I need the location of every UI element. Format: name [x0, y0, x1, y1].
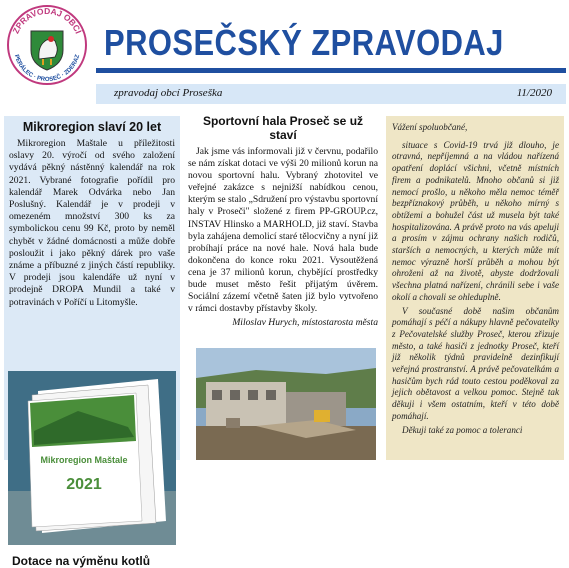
calendar-year: 2021	[66, 476, 102, 493]
article-heading-microregion: Mikroregion slaví 20 let	[22, 120, 162, 134]
article-heading-next: Dotace na výměnu kotlů	[12, 554, 151, 568]
article-signature: Miloslav Hurych, místostarosta města	[232, 317, 378, 329]
masthead-title: PROSEČSKÝ ZPRAVODAJ	[104, 22, 504, 63]
logo-text-bottom: PERÁLEC · PROSEČ · ZDERAZ	[12, 53, 82, 84]
editorial-paragraph-1: situace s Covid-19 trvá již dlouho, je otravná, nepříjemná a na vládou nařízená opatření doplácí všichni, včetně místních firem a podnikatelů. Mnoho občanů si již nemocí prošlo, u někoho měla nemoc téměř bezpříznakový průběh, u někoho mírný s obtížemi a bohužel část už musela být také hospitalizována. A právě proto na vás apeluji a prosím v zájmu ochrany našich rodičů, starších a nemocných, u kterých může mít nemoc výrazně horší průběh a mohou být ohroženi až na životě, abyste dodržovali všechna platná nařízení, chránili sebe i vaše okolí a chovali se ohleduplně.	[392, 139, 559, 302]
editorial-paragraph-3: Děkuji také za pomoc a toleranci	[402, 424, 523, 435]
logo-text-top: ZPRAVODAJ OBCÍ	[10, 5, 84, 36]
construction-photo	[196, 348, 376, 460]
masthead-subtitle: zpravodaj obcí Proseška	[114, 87, 223, 99]
right-column-editorial	[386, 116, 564, 460]
article-body-microregion: Mikroregion Maštale u příležitosti oslavy 20. výročí od svého založení vydává pěkný nástěnný kalendář na rok 2021. Vybrané fotografie pořídil pro kalendář Marek Odvárka nebo Jan Poslušný. Kalendář je v prodeji v omezeném množství 300 ks za symbolickou cenu 99 Kč, proto by neměl chybět v žádné domácnosti a může dobře posloužit i jako pěkný dárek pro vaše známe a příbuzné z jiných částí republiky. V prodeji jsou kalendáře už nyní v prodejně DROPA Mundil a také v potravinách v Poříčí u Litomyšle.	[9, 138, 175, 308]
masthead-rule	[96, 68, 566, 73]
article-body-sports-hall: Jak jsme vás informovali již v červnu, podařilo se nám získat dotaci ve výši 20 milionů korun na novou sportovní halu. Vybraný zhotovitel ve veřejné zakázce s nejnižší nabídkou cenou, kterým se stalo „Sdružení pro výstavbu sportovní haly v Proseči" složené z firem PP-GROUP.cz, INSTAV Hlinsko a MARHOLD, již staví. Stavba byla zahájena demolicí staré tělocvičny a nyní již probíhají práce na nové hale. Nová hala bude dokončena do konce roku 2021. Vysoutěžená cena je 37 milionů korun, chybějící prostředky bude muset město řešit přijatým úvěrem. Sociální zázemí včetně šaten již bylo vytvořeno v rámci dostavby přístavby školy.	[188, 146, 378, 315]
calendar-photo	[8, 371, 176, 545]
editorial-paragraph-2: V současné době našim občanům pomáhají s péčí a nákupy hlavně pečovatelky z Pečovatelské služby Proseč, kterou zřizuje město, a také hasiči z jednotky Proseč, kteří již několik týdnů pravidelně dezinfikují veřejná prostranství. A právě pečovatelkám a hasičům bych rád touto cestou poděkoval za jejich obětavost a velkou pomoc. Stejně tak děkuji i všem ostatním, kteří v této době pomáhají.	[392, 305, 559, 421]
issue-number: 11/2020	[516, 87, 552, 99]
coat-of-arms-logo	[6, 4, 88, 86]
left-column	[4, 116, 180, 568]
editorial-salutation: Vážení spoluobčané,	[392, 122, 468, 132]
calendar-label: Mikroregion Maštale	[40, 455, 128, 465]
masthead-subbar	[96, 84, 566, 104]
article-heading-sports-hall: Sportovní hala Proseč se už staví	[202, 114, 364, 142]
middle-column	[188, 112, 378, 328]
